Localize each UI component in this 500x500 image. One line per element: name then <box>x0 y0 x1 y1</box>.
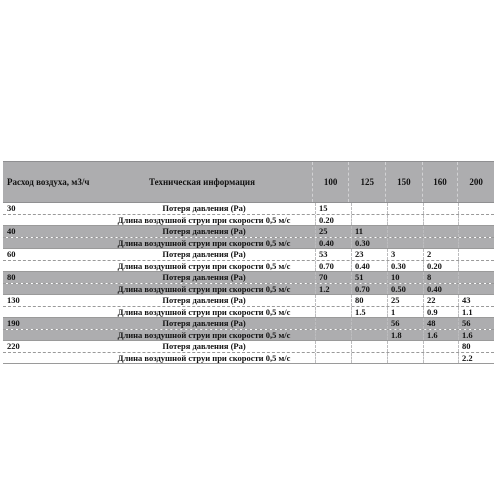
value-cell: 1.6 <box>458 330 494 341</box>
table-row-group <box>3 249 494 271</box>
pressure-loss-label: Потеря давления (Pa) <box>93 272 315 283</box>
value-cell: 3 <box>387 249 423 260</box>
value-cell: 1 <box>387 307 423 318</box>
pressure-loss-label: Потеря давления (Pa) <box>162 341 246 351</box>
table-row-group <box>3 272 494 294</box>
value-cell: 25 <box>315 226 351 237</box>
value-cell <box>458 249 494 260</box>
airflow-cell <box>3 261 93 272</box>
value-cell <box>423 215 458 226</box>
value-cell <box>351 203 387 214</box>
airflow-cell: 60 <box>7 249 16 259</box>
value-cell: 80 <box>458 341 494 352</box>
value-cell: 0.70 <box>315 261 351 272</box>
airflow-cell: 80 <box>3 272 93 283</box>
value-cell: 48 <box>423 318 458 329</box>
value-cell <box>423 353 458 364</box>
header-technical-info: Техническая информация <box>148 177 255 187</box>
value-cell <box>423 203 458 214</box>
pressure-loss-label: Потеря давления (Pa) <box>93 226 315 237</box>
value-cell <box>387 215 423 226</box>
table-row <box>3 260 494 272</box>
value-cell: 1.6 <box>423 330 458 341</box>
table-row <box>3 272 494 283</box>
table-row <box>3 318 494 329</box>
air-throw-label: Длина воздушной струи при скорости 0,5 м/с <box>117 306 291 317</box>
value-cell: 0.20 <box>423 261 458 272</box>
header-size-125: 125 <box>348 162 385 202</box>
header-airflow: Расход воздуха, м3/ч <box>7 177 90 187</box>
value-cell <box>387 353 423 364</box>
value-cell: 0.20 <box>315 215 351 226</box>
value-cell: 56 <box>458 318 494 329</box>
value-cell <box>315 330 351 341</box>
table-row <box>3 226 494 237</box>
table-row-group <box>3 226 494 248</box>
value-cell: 1.1 <box>458 307 494 318</box>
air-throw-label: Длина воздушной струи при скорости 0,5 м/с <box>93 330 315 341</box>
value-cell <box>458 261 494 272</box>
airflow-cell <box>3 215 93 226</box>
data-table <box>3 161 494 364</box>
table-row <box>3 249 494 260</box>
table-row <box>3 237 494 249</box>
value-cell: 0.70 <box>351 284 387 295</box>
value-cell: 43 <box>458 295 494 306</box>
value-cell <box>458 226 494 237</box>
value-cell: 1.5 <box>351 307 387 318</box>
air-throw-label: Длина воздушной струи при скорости 0,5 м/с <box>117 214 291 225</box>
air-throw-label: Длина воздушной струи при скорости 0,5 м/с <box>93 284 315 295</box>
value-cell: 2 <box>423 249 458 260</box>
table-row-group <box>3 318 494 340</box>
table-row <box>3 352 494 364</box>
value-cell <box>351 330 387 341</box>
table-row-group <box>3 203 494 225</box>
value-cell: 0.9 <box>423 307 458 318</box>
value-cell: 70 <box>315 272 351 283</box>
pressure-loss-label: Потеря давления (Pa) <box>162 295 246 305</box>
value-cell: 0.30 <box>387 261 423 272</box>
value-cell <box>315 353 351 364</box>
row-divider <box>3 363 494 364</box>
value-cell: 10 <box>387 272 423 283</box>
header-size-200: 200 <box>457 162 494 202</box>
table-header <box>3 161 494 203</box>
value-cell <box>387 226 423 237</box>
pressure-loss-label: Потеря давления (Pa) <box>162 249 246 259</box>
airflow-cell <box>3 330 93 341</box>
table-row <box>3 203 494 214</box>
value-cell: 0.40 <box>351 261 387 272</box>
value-cell <box>351 215 387 226</box>
airflow-cell: 220 <box>7 341 20 351</box>
value-cell <box>458 284 494 295</box>
value-cell <box>351 318 387 329</box>
air-throw-label: Длина воздушной струи при скорости 0,5 м/с <box>93 238 315 249</box>
value-cell <box>351 353 387 364</box>
value-cell <box>458 272 494 283</box>
airflow-cell: 190 <box>3 318 93 329</box>
header-size-160: 160 <box>422 162 458 202</box>
airflow-cell <box>3 307 93 318</box>
value-cell <box>315 295 351 306</box>
pressure-loss-label: Потеря давления (Pa) <box>162 203 246 213</box>
value-cell: 51 <box>351 272 387 283</box>
value-cell: 53 <box>315 249 351 260</box>
value-cell: 1.8 <box>387 330 423 341</box>
value-cell: 56 <box>387 318 423 329</box>
airflow-cell: 30 <box>7 203 16 213</box>
value-cell <box>387 203 423 214</box>
table-row-group <box>3 295 494 317</box>
value-cell <box>423 341 458 352</box>
value-cell: 0.30 <box>351 238 387 249</box>
air-throw-label: Длина воздушной струи при скорости 0,5 м/с <box>117 260 291 271</box>
airflow-cell <box>3 238 93 249</box>
value-cell <box>315 307 351 318</box>
value-cell <box>315 318 351 329</box>
value-cell: 23 <box>351 249 387 260</box>
table-row <box>3 283 494 295</box>
value-cell: 0.40 <box>315 238 351 249</box>
value-cell <box>315 341 351 352</box>
table-row <box>3 295 494 306</box>
table-row-group <box>3 341 494 363</box>
value-cell <box>387 238 423 249</box>
value-cell: 25 <box>387 295 423 306</box>
header-size-100: 100 <box>312 162 349 202</box>
value-cell: 0.50 <box>387 284 423 295</box>
value-cell: 8 <box>423 272 458 283</box>
value-cell: 11 <box>351 226 387 237</box>
pressure-loss-label: Потеря давления (Pa) <box>93 318 315 329</box>
value-cell <box>458 215 494 226</box>
airflow-cell <box>3 284 93 295</box>
air-throw-label: Длина воздушной струи при скорости 0,5 м/с <box>117 352 291 363</box>
table-row <box>3 329 494 341</box>
airflow-cell: 130 <box>7 295 20 305</box>
value-cell: 80 <box>351 295 387 306</box>
airflow-cell <box>3 353 93 364</box>
value-cell <box>458 238 494 249</box>
value-cell: 2.2 <box>458 353 494 364</box>
value-cell <box>423 238 458 249</box>
table-row <box>3 306 494 318</box>
airflow-cell: 40 <box>3 226 93 237</box>
value-cell: 15 <box>315 203 351 214</box>
value-cell <box>387 341 423 352</box>
value-cell <box>458 203 494 214</box>
value-cell: 1.2 <box>315 284 351 295</box>
value-cell <box>423 226 458 237</box>
table-row <box>3 214 494 226</box>
header-size-150: 150 <box>385 162 422 202</box>
table-row <box>3 341 494 352</box>
table-body <box>3 203 494 364</box>
value-cell: 22 <box>423 295 458 306</box>
value-cell <box>351 341 387 352</box>
value-cell: 0.40 <box>423 284 458 295</box>
